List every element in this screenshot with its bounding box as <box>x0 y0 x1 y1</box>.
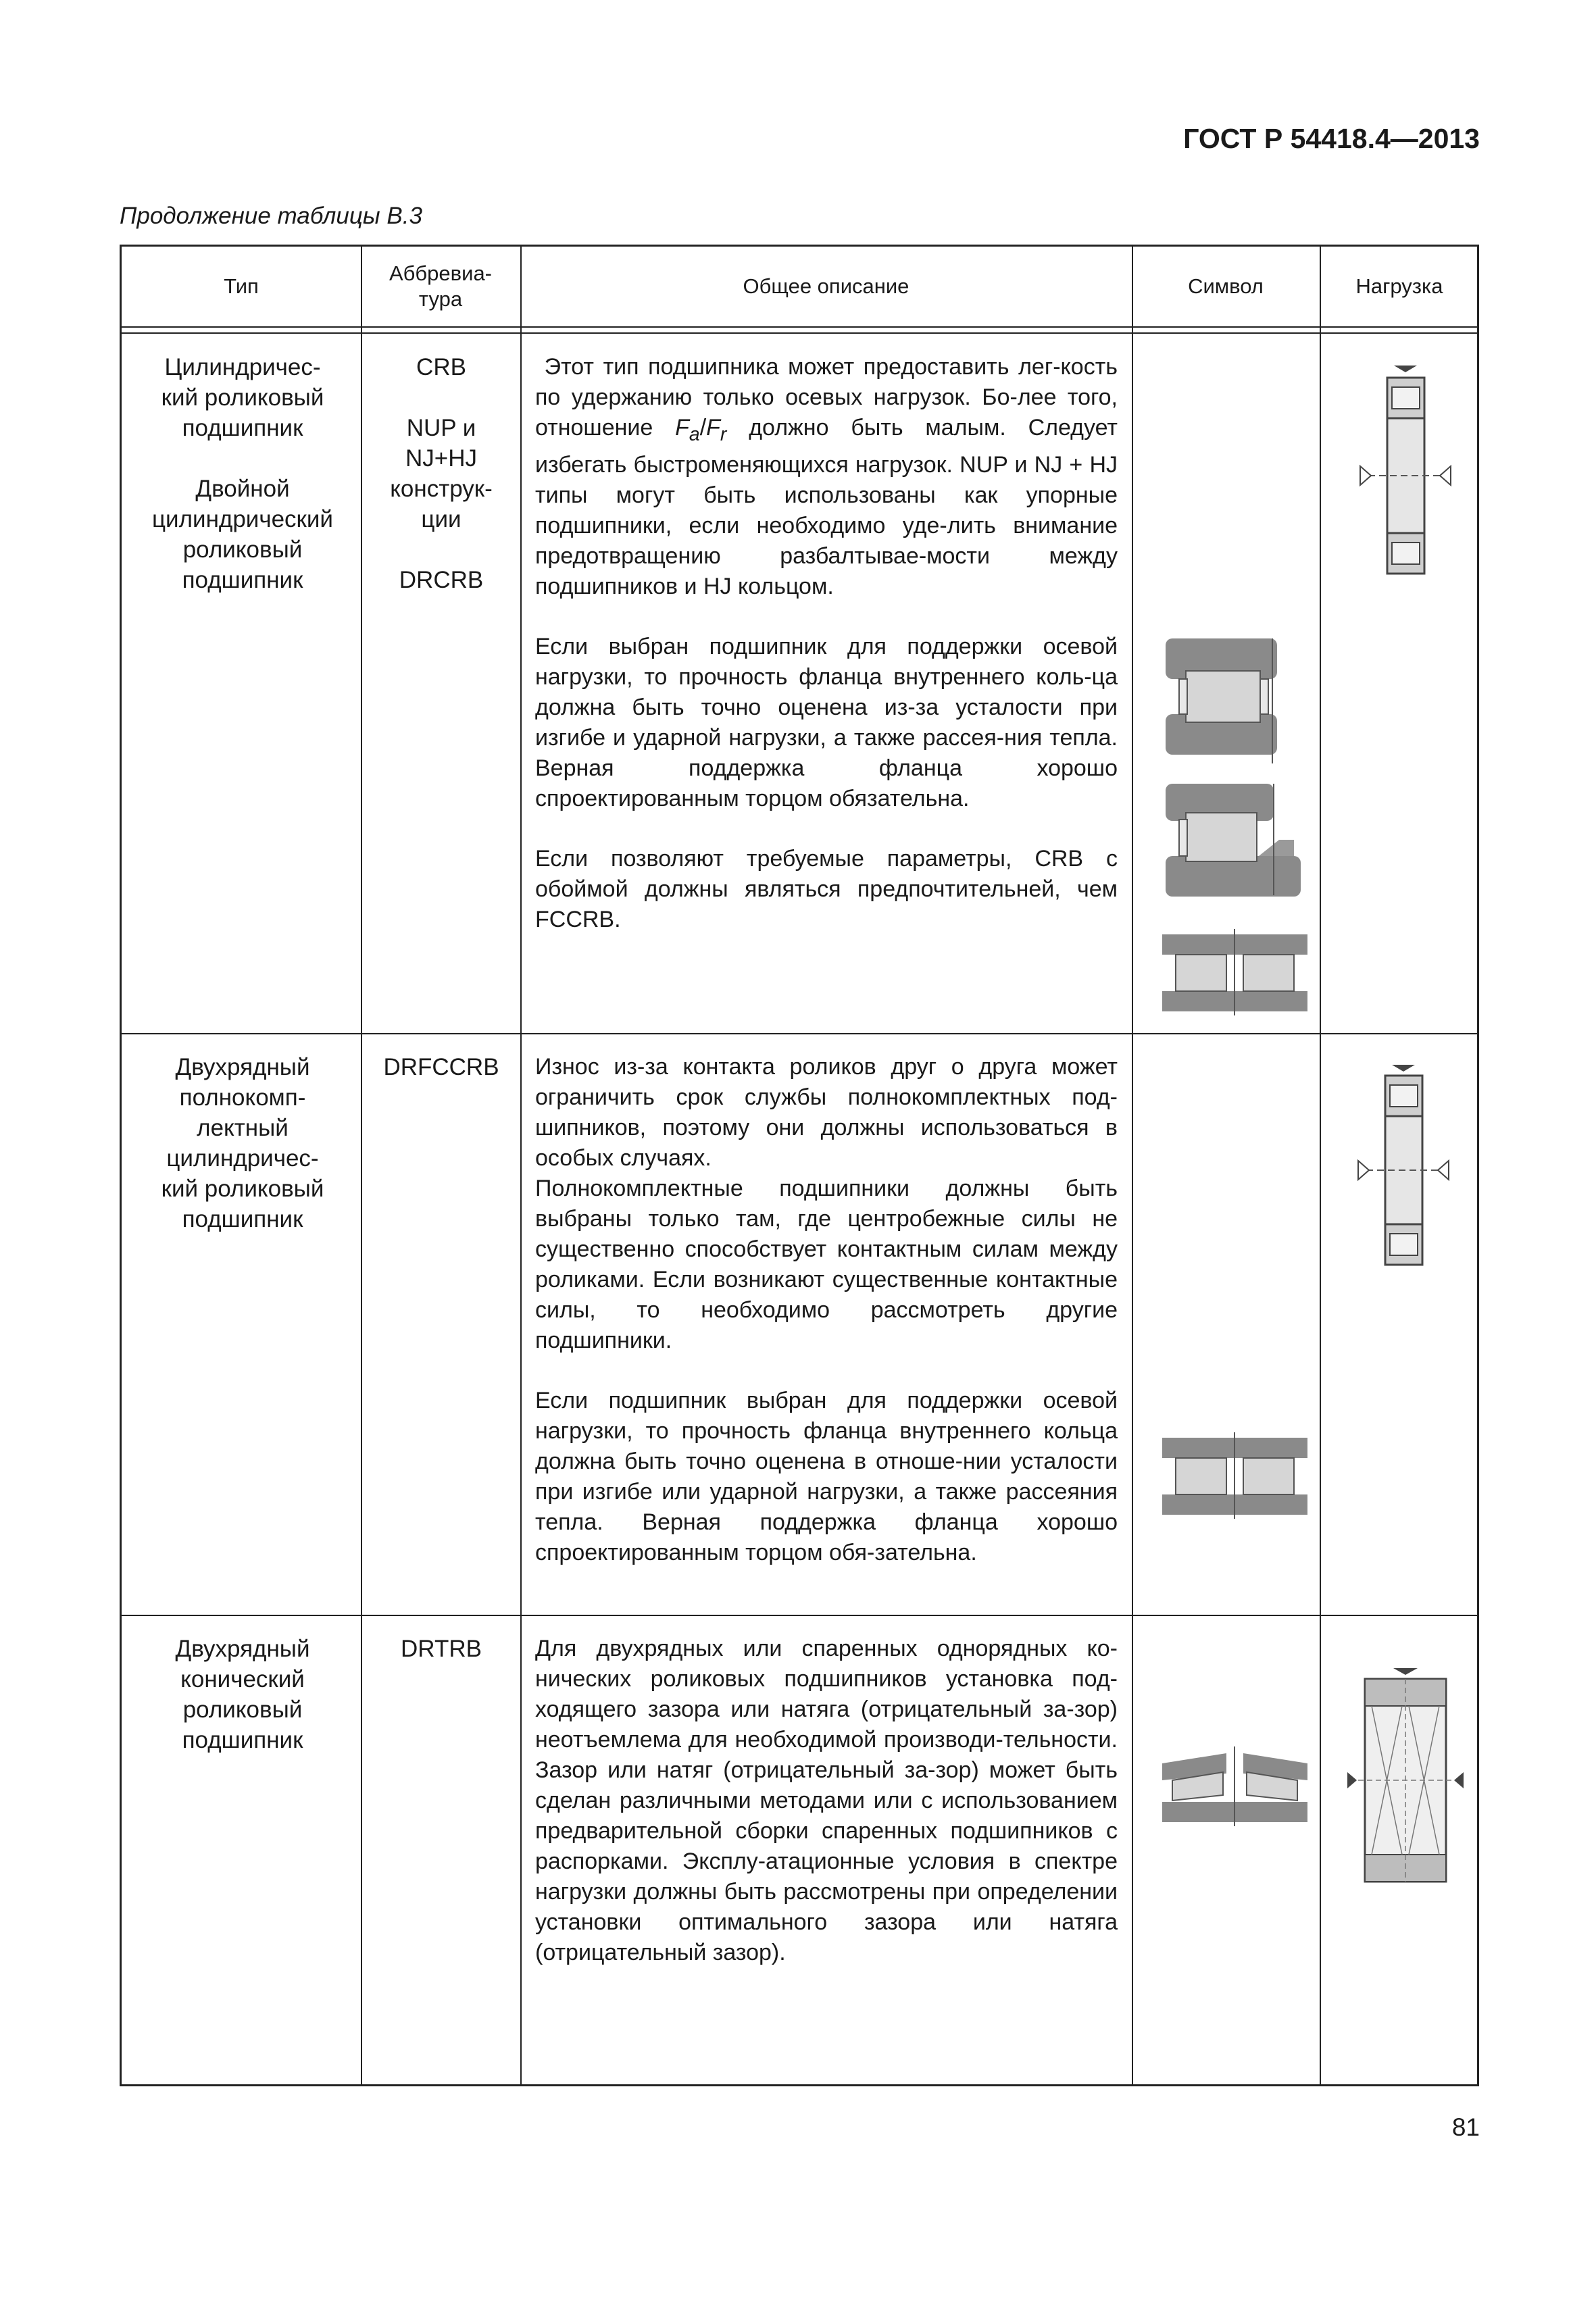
header-load: Нагрузка <box>1355 274 1443 298</box>
row3-desc-paragraph-1: Для двухрядных или спаренных однорядных ко-нических роликовых подшипников установка под-ходящего зазора или натяга (отрицательный за-зор) неотъемлема для необходимой производи-тельности. Зазор или натяг (отрицательный за-зор) может быть сделан различными методами или с использованием предварительной сборки спаренных подшипников с распорками. Эксплу-атационные условия в спектре нагрузки должны быть рассмотрены при определении установки оптимального зазора или натяга (отрицательный зазор). <box>535 1636 1118 1965</box>
header-description: Общее описание <box>743 274 909 298</box>
header-type: Тип <box>224 274 259 298</box>
row1-symbol-crb-nup <box>1159 780 1311 902</box>
standard-number: ГОСТ Р 54418.4—2013 <box>1183 123 1480 154</box>
page-number: 81 <box>1451 2113 1480 2141</box>
row3-type: Двухрядный конический роликовый подшипник <box>175 1636 310 1753</box>
header-divider-2 <box>122 332 1477 334</box>
col-divider-4 <box>1320 247 1321 2084</box>
row1-type: Цилиндричес- кий роликовый подшипник Двойной цилиндрический роликовый подшипник <box>152 354 333 593</box>
col-divider-2 <box>520 247 522 2084</box>
row-divider-2 <box>122 1615 1477 1616</box>
col-divider-3 <box>1132 247 1133 2084</box>
row3-load-diagram <box>1345 1665 1466 1895</box>
row1-description <box>535 352 1118 935</box>
row2-symbol-full-complement <box>1159 1432 1311 1520</box>
row3-symbol-tapered-pair <box>1159 1746 1311 1828</box>
table-continuation-caption: Продолжение таблицы В.3 <box>120 203 422 229</box>
row2-description <box>535 1052 1118 1568</box>
row1-desc-paragraph-3: Если позволяют требуемые параметры, CRB с обоймой должны являться предпочтительней, чем FCCRB. <box>535 845 1118 932</box>
row2-desc-paragraph-3: Если подшипник выбран для поддержки осевой нагрузки, то прочность фланца внутреннего кольца должна быть точно оценена в отноше-нии усталости при изгибе или ударной нагрузки, а также рассеяния тепла. Верная поддержка фланца хорошо спроектированным торцом обя-зательна. <box>535 1388 1118 1565</box>
row2-desc-paragraph-2: Полнокомплектные подшипники должны быть выбраны только там, где центробежные силы не существенно способствует контактным силам между роликами. Если возникают существенные контактные силы, то необходимо рассмотреть другие подшипники. <box>535 1176 1118 1353</box>
row1-symbol-double-crb <box>1159 929 1311 1017</box>
row2-desc-paragraph-1: Износ из-за контакта роликов друг о друга может ограничить срок службы полнокомплектных под-шипников, поэтому они должны использоваться в особых случаях. <box>535 1054 1118 1171</box>
header-abbreviation: Аббревиа- тура <box>389 261 493 311</box>
row2-load-diagram <box>1353 1061 1454 1277</box>
row1-load-diagram <box>1355 361 1456 591</box>
row3-abbreviation: DRTRB <box>401 1636 482 1662</box>
row1-abbreviation: CRB NUP и NJ+HJ конструк- ции DRCRB <box>390 354 493 593</box>
row2-type: Двухрядный полнокомп- лектный цилиндричес- кий роликовый подшипник <box>161 1054 324 1232</box>
row1-desc-paragraph-1: Этот тип подшипника может предоставить лег-кость по удержанию только осевых нагрузок. Бо-лее того, отношение $F_a/F_r$ должно быть малым. Следует избегать быстроменяющихся нагрузок. NUP и NJ + HJ типы могут быть использованы как упорные подшипники, если необходимо уде-лить внимание предотвращению разбалтывае-мости между подшипников и HJ кольцом. <box>535 354 1118 599</box>
row2-abbreviation: DRFCCRB <box>383 1054 499 1080</box>
header-symbol: Символ <box>1188 274 1264 298</box>
header-divider-1 <box>122 326 1477 328</box>
row1-symbol-single-crb <box>1159 632 1287 767</box>
bearing-table <box>120 245 1479 2086</box>
row3-description <box>535 1634 1118 1968</box>
row1-desc-paragraph-2: Если выбран подшипник для поддержки осевой нагрузки, то прочность фланца внутреннего коль-ца должна быть точно оценена из-за усталости при изгибе и ударной нагрузки, а также рассея-ния тепла. Верная поддержка фланца хорошо спроектированным торцом обязательна. <box>535 633 1118 811</box>
row-divider-1 <box>122 1033 1477 1034</box>
